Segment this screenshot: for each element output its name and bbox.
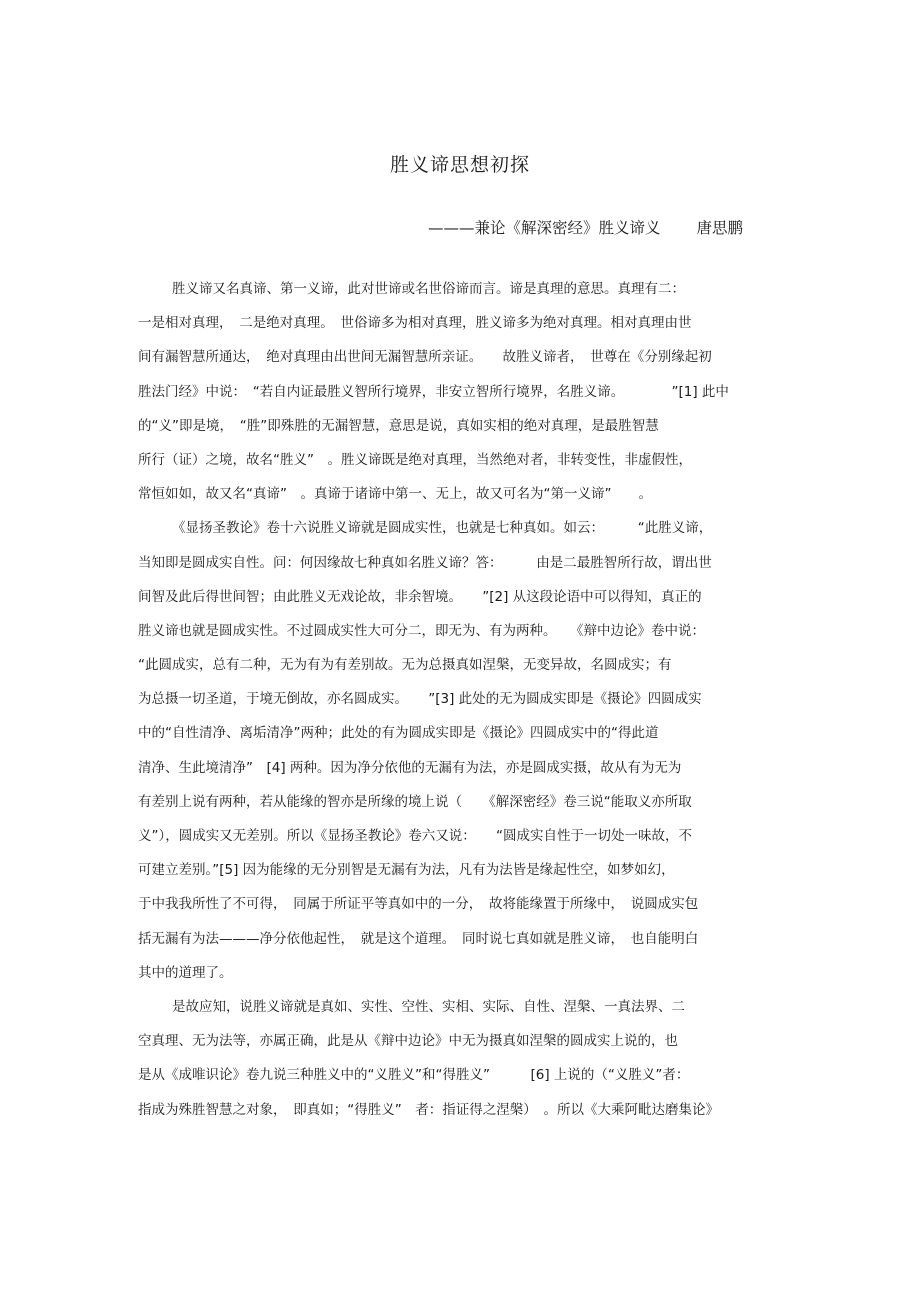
- subtitle-text: ———兼论《解深密经》胜义谛义: [428, 219, 661, 237]
- text-line: 是故应知，说胜义谛就是真如、实性、空性、实相、实际、自性、涅槃、一真法界、二: [172, 998, 685, 1015]
- text-line: 指成为殊胜智慧之对象， 即真如；“得胜义” 者：指证得之涅槃） 。所以《大乘阿毗达磨集论》: [138, 1101, 719, 1118]
- body-text: [138, 272, 788, 1127]
- text-line: 的“义”即是境， “胜”即殊胜的无漏智慧，意思是说，真如实相的绝对真理，是最胜智慧: [138, 417, 659, 434]
- author-name: 唐思鹏: [696, 219, 744, 237]
- text-line: 于中我我所性了不可得， 同属于所证平等真如中的一分， 故将能缘置于所缘中， 说圆成实包: [138, 896, 699, 913]
- text-line: 间有漏智慧所通达， 绝对真理由出世间无漏智慧所亲证。 故胜义谛者， 世尊在《分别缘起初: [138, 349, 712, 366]
- text-line: 有差别上说有两种，若从能缘的智亦是所缘的境上说（ 《解深密经》卷三说“能取义亦所取: [138, 793, 692, 810]
- text-line: 空真理、无为法等，亦属正确，此是从《辩中边论》中无为摄真如涅槃的圆成实上说的，也: [138, 1033, 678, 1050]
- text-line: 胜义谛又名真谛、第一义谛，此对世谛或名世俗谛而言。谛是真理的意思。真理有二：: [172, 281, 685, 297]
- text-line: 胜义谛也就是圆成实性。不过圆成实性大可分二，即无为、有为两种。 《辩中边论》卷中说：: [138, 622, 705, 639]
- text-line: 义”），圆成实又无差别。所以《显扬圣教论》卷六又说： “圆成实自性于一切处一味故，不: [138, 828, 692, 844]
- text-line: “此圆成实，总有二种，无为有为有差别故。无为总摄真如涅槃，无变异故，名圆成实；有: [138, 657, 672, 674]
- text-line: 中的“自性清净、离垢清净”两种；此处的有为圆成实即是《摄论》四圆成实中的“得此道: [138, 725, 659, 742]
- text-line: 括无漏有为法———净分依他起性， 就是这个道理。 同时说七真如就是胜义谛， 也自能明白: [138, 930, 699, 947]
- text-line: 为总摄一切圣道，于境无倒故，亦名圆成实。 ”[3] 此处的无为圆成实即是《摄论》四圆成实: [138, 691, 702, 708]
- text-line: 当知即是圆成实自性。问：何因缘故七种真如名胜义谛？答： 由是二最胜智所行故，谓出世: [138, 554, 712, 571]
- text-line: 可建立差别。”[5] 因为能缘的无分别智是无漏有为法，凡有为法皆是缘起性空，如梦如幻，: [138, 862, 675, 879]
- text-line: 清净、生此境清净” [4] 两种。因为净分依他的无漏有为法，亦是圆成实摄，故从有为无为: [138, 759, 682, 776]
- text-line: 一是相对真理， 二是绝对真理。 世俗谛多为相对真理，胜义谛多为绝对真理。相对真理由世: [138, 315, 692, 332]
- text-line: 胜法门经》中说： “若自内证最胜义智所行境界，非安立智所行境界，名胜义谛。 ”[1] 此中: [138, 383, 729, 400]
- text-line: 是从《成唯识论》卷九说三种胜义中的“义胜义”和“得胜义” [6] 上说的（“义胜义”者：: [138, 1067, 690, 1084]
- page-title: 胜义谛思想初探: [389, 154, 530, 176]
- text-line: 《显扬圣教论》卷十六说胜义谛就是圆成实性，也就是七种真如。如云： “此胜义谛，: [172, 520, 713, 537]
- text-line: 所行（证）之境，故名“胜义” 。胜义谛既是绝对真理，当然绝对者，非转变性，非虚假性，: [138, 451, 692, 468]
- text-line: 间智及此后得世间智；由此胜义无戏论故，非余智境。 ”[2] 从这段论语中可以得知，真正的: [138, 588, 702, 605]
- text-line: 常恒如如，故又名“真谛” 。真谛于诸谛中第一、无上，故又可名为“第一义谛” 。: [138, 486, 652, 503]
- text-line: 其中的道理了。: [138, 964, 233, 981]
- subtitle-line: [428, 216, 743, 238]
